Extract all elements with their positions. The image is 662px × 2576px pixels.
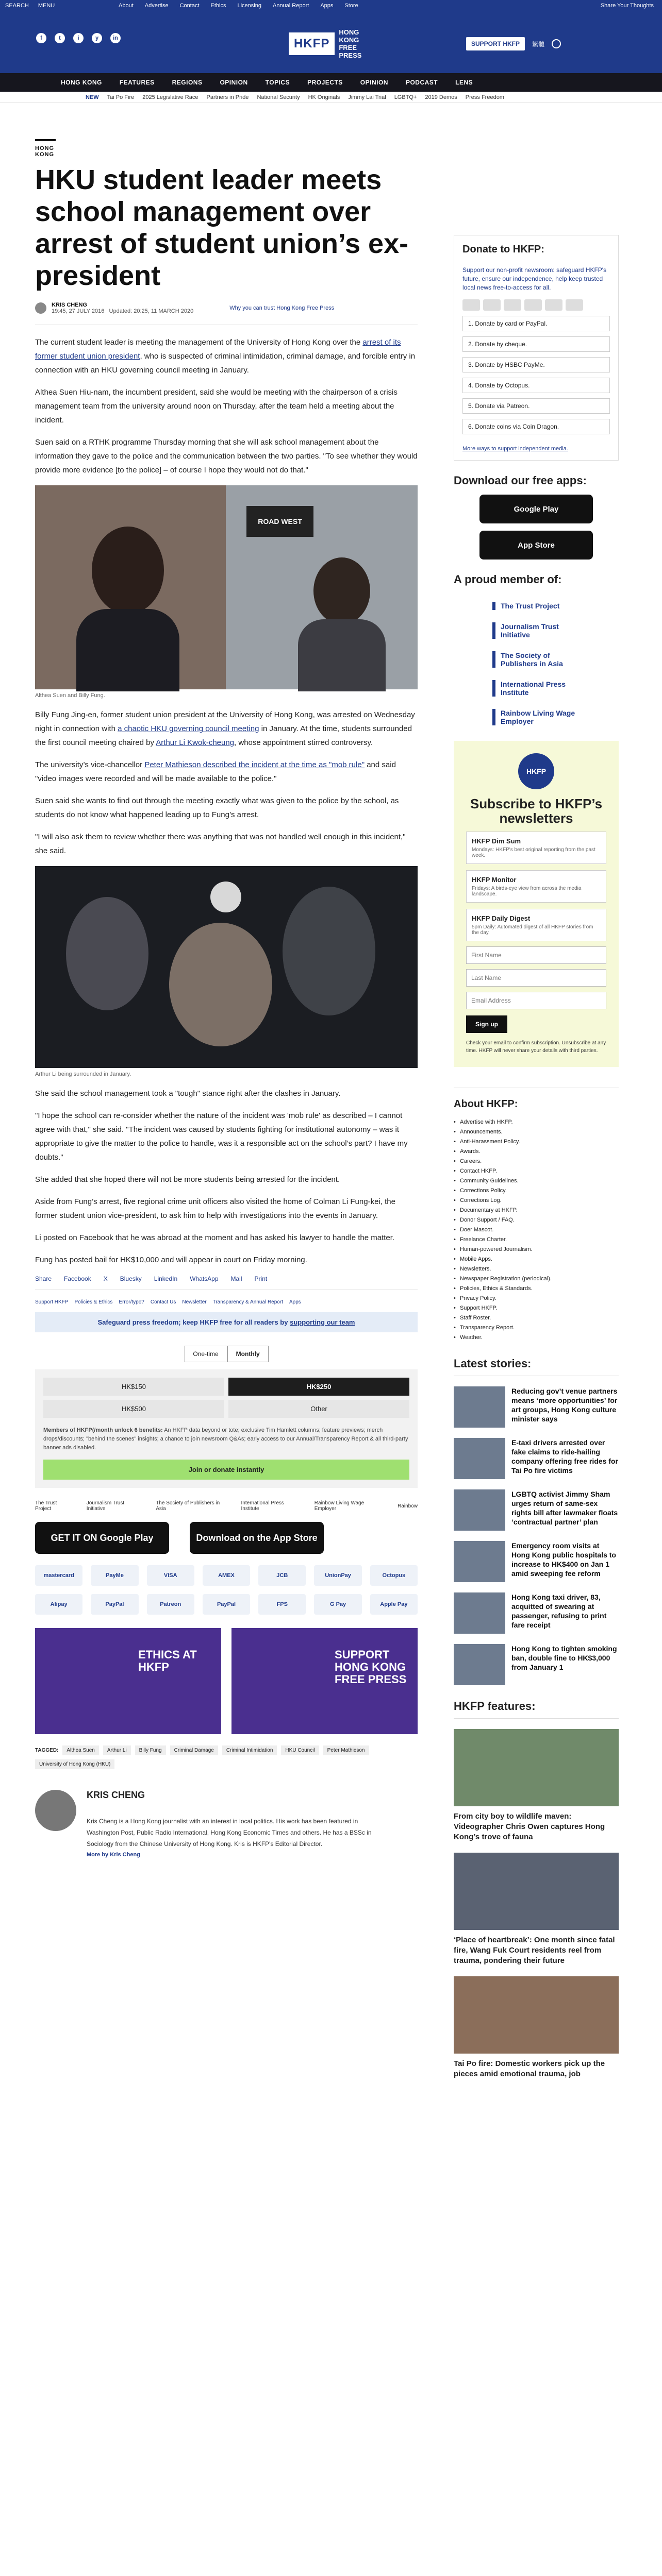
support-button[interactable]: SUPPORT HKFP [466, 37, 525, 50]
story-thumb [454, 1644, 505, 1685]
app-store-button[interactable]: App Store [479, 531, 593, 560]
util-link[interactable]: Store [344, 3, 358, 9]
share-bluesky[interactable]: Bluesky [120, 1275, 142, 1282]
share-whatsapp[interactable]: WhatsApp [190, 1275, 219, 1282]
feature-image [454, 1853, 619, 1930]
newsletter-fine-print: Check your email to confirm subscription. Unsubscribe at any time. HKFP will never share your details with third parties. [466, 1040, 606, 1054]
trending-link[interactable]: National Security [257, 94, 300, 100]
paragraph: Althea Suen Hiu-nam, the incumbent president, said she would be meeting with the chairperson of a crisis management team from the university around noon on Thursday, after the team held a meeting about the incident. [35, 388, 398, 425]
footer-link[interactable]: Apps [289, 1299, 301, 1305]
footer-link[interactable]: Error/typo? [119, 1299, 144, 1305]
paragraph: The current student leader is meeting the management of the University of Hong Kong over the arrest of its former student union president, who is suspected of criminal intimidation, criminal damage, and forcible entry in connection with an HKU governing council meeting in January. [35, 338, 416, 375]
paragraph: Billy Fung Jing-en, former student union president at the University of Hong Kong, was arrested on Wednesday night in connection with a chaotic HKU governing council meeting in January. At the time, students surrounded the first council meeting chaired by Arthur Li Kwok-cheung, whose appointment stirred controversy. [35, 710, 415, 747]
paragraph: "I will also ask them to review whether there was anything that was not handled well enough in this incident," she said. [35, 833, 406, 855]
promo-banners [35, 1628, 418, 1734]
road-sign: ROAD WEST [246, 506, 313, 537]
trending-link[interactable]: Tai Po Fire [107, 94, 135, 100]
paragraph: Aside from Fung’s arrest, five regional crime unit officers also visited the home of Colman Li Fung-kei, the former student union vice-president, to ask him to help with investigations into the events in January. [35, 1197, 395, 1220]
google-play-button[interactable]: GET IT ON Google Play [35, 1522, 169, 1554]
newsletter-box [454, 741, 619, 1067]
inline-link[interactable]: arrest of its former student union president [35, 338, 401, 361]
nav-item[interactable]: REGIONS [172, 79, 203, 86]
share-thoughts-link[interactable]: Share Your Thoughts [600, 3, 654, 9]
trending-bar [0, 92, 662, 103]
ethics-banner[interactable]: ETHICS AT HKFP [35, 1628, 221, 1734]
tag[interactable]: Arthur Li [103, 1745, 131, 1755]
feature-item[interactable]: From city boy to wildlife maven: Videographer Chris Owen captures Hong Kong’s trove of fauna [454, 1729, 619, 1842]
app-store-button[interactable]: Download on the App Store [190, 1522, 324, 1554]
about-link[interactable]: • Weather. [454, 1333, 619, 1343]
payment-logo: mastercard [35, 1565, 82, 1586]
newsletter-option[interactable]: HKFP Dim Sum Mondays: HKFP's best original reporting from the past week. [466, 832, 606, 864]
payment-logo: Patreon [147, 1594, 194, 1615]
donate-sub[interactable]: Support our non-profit newsroom: safeguard HKFP's future, ensure our independence, help keep trusted local news free-to-access for all. [462, 266, 607, 291]
paragraph: The university’s vice-chancellor Peter Mathieson described the incident at the time as "mob rule" and said "video images were recorded and will be made available to the police." [35, 760, 396, 783]
author-name[interactable]: KRIS CHENG [87, 1790, 145, 1800]
about-link[interactable]: • Donor Support / FAQ. [454, 1215, 619, 1225]
freq-monthly[interactable]: Monthly [227, 1346, 269, 1362]
about-link[interactable]: • Privacy Policy. [454, 1294, 619, 1303]
search-icon[interactable] [552, 39, 561, 48]
updated-date: Updated: 20:25, 11 MARCH 2020 [109, 308, 194, 314]
donation-widget [35, 1369, 418, 1488]
publish-date: 19:45, 27 JULY 2016 [52, 308, 105, 314]
features-title: HKFP features: [454, 1700, 619, 1719]
trending-link[interactable]: 2019 Demos [425, 94, 457, 100]
tag[interactable]: University of Hong Kong (HKU) [35, 1759, 114, 1769]
badge[interactable]: Journalism Trust Initiative [86, 1500, 125, 1512]
hkfp-features [454, 1700, 619, 2079]
signup-button[interactable]: Sign up [466, 1015, 507, 1033]
menu-link[interactable]: MENU [38, 3, 55, 9]
paragraph: Li posted on Facebook that he was abroad at the moment and has asked his lawyer to handle the matter. [35, 1233, 395, 1242]
logo-line: FREE PRESS [339, 44, 362, 59]
google-play-button[interactable]: Google Play [479, 495, 593, 523]
payment-logo: PayMe [91, 1565, 138, 1586]
about-link[interactable]: • Contact HKFP. [454, 1166, 619, 1176]
payment-logo: PayPal [91, 1594, 138, 1615]
story-item[interactable]: E-taxi drivers arrested over fake claims to ride-hailing company offering free rides for Tai Po fire victims [454, 1438, 619, 1479]
payment-logo: PayPal [203, 1594, 250, 1615]
author-name[interactable]: KRIS CHENG [52, 302, 88, 308]
nav-item[interactable]: PROJECTS [307, 79, 343, 86]
share-facebook[interactable]: Facebook [64, 1275, 91, 1282]
donate-option[interactable]: 3. Donate by HSBC PayMe. [462, 357, 610, 372]
about-link[interactable]: • Newsletters. [454, 1264, 619, 1274]
language-toggle[interactable]: 繁體 [532, 40, 545, 48]
donate-box [454, 235, 619, 461]
youtube-icon[interactable]: y [92, 33, 102, 43]
payment-logo: AMEX [203, 1565, 250, 1586]
about-box [454, 1088, 619, 1343]
apps-title: Download our free apps: [454, 474, 587, 487]
story-item[interactable]: LGBTQ activist Jimmy Sham urges return of same-sex rights bill after lawmaker floats ‘contractual partner’ plan [454, 1489, 619, 1531]
util-link[interactable]: Licensing [237, 3, 261, 9]
badge[interactable]: The Trust Project [35, 1500, 57, 1512]
donate-option[interactable]: 5. Donate via Patreon. [462, 398, 610, 414]
donate-title: Donate to HKFP: [462, 244, 544, 255]
member-logo[interactable]: Journalism Trust Initiative [492, 622, 580, 639]
photo-arthur-li-surrounded [35, 866, 418, 1068]
about-link[interactable]: • Anti-Harassment Policy. [454, 1137, 619, 1147]
tags-label: TAGGED: [35, 1748, 59, 1753]
payment-logo: G Pay [314, 1594, 361, 1615]
badge[interactable]: International Press Institute [241, 1500, 284, 1512]
story-thumb [454, 1592, 505, 1634]
newsletter-title: Subscribe to HKFP’s newsletters [470, 796, 603, 826]
feature-image [454, 1729, 619, 1806]
share-mail[interactable]: Mail [230, 1275, 242, 1282]
share-print[interactable]: Print [254, 1275, 268, 1282]
trending-link[interactable]: 2025 Legislative Race [142, 94, 198, 100]
photo-suen-fung [35, 485, 418, 689]
payment-logo: VISA [147, 1565, 194, 1586]
membership-note: Members of HKFP(/month unlock 6 benefits: An HKFP data beyond or tote; exclusive Tim Hamlett columns; feature previews; merch drops/discounts; "behind the scenes" insights; a chance to join newsroom Q&As; early access to our Annual/Transparency Report & all third-party banner ads disabled. [43, 1427, 408, 1451]
logo-box: HKFP [289, 32, 335, 55]
byline [35, 302, 418, 314]
author-avatar [35, 1790, 76, 1831]
donate-option[interactable]: 6. Donate coins via Coin Dragon. [462, 419, 610, 434]
nav-item[interactable]: LENS [455, 79, 473, 86]
member-logo[interactable]: Rainbow Living Wage Employer [492, 709, 580, 725]
tag[interactable]: Billy Fung [135, 1745, 166, 1755]
newsletter-option[interactable]: HKFP Monitor Fridays: A birds-eye view from across the media landscape. [466, 870, 606, 903]
paragraph: Suen said on a RTHK programme Thursday morning that she will ask school management about the information they gave to the police and the communication between the two parties. "To see whether they would provide more evidence [to the police] – of course I hope they would not do that." [35, 438, 418, 474]
member-title: A proud member of: [454, 573, 562, 586]
story-thumb [454, 1386, 505, 1428]
nav-item[interactable]: FEATURES [119, 79, 155, 86]
card-logos [462, 299, 610, 311]
about-link[interactable]: • Doer Mascot. [454, 1225, 619, 1235]
feature-item[interactable]: Tai Po fire: Domestic workers pick up the pieces amid emotional trauma, job [454, 1976, 619, 2079]
payment-logo: Alipay [35, 1594, 82, 1615]
amount-option[interactable]: HK$150 [43, 1378, 224, 1396]
about-link[interactable]: • Corrections Policy. [454, 1186, 619, 1196]
trending-link[interactable]: Press Freedom [465, 94, 504, 100]
footer-link[interactable]: Transparency & Annual Report [212, 1299, 283, 1305]
about-link[interactable]: • Policies, Ethics & Standards. [454, 1284, 619, 1294]
member-logo[interactable]: International Press Institute [492, 680, 580, 697]
amount-option[interactable]: HK$500 [43, 1400, 224, 1418]
tag-list [35, 1745, 418, 1769]
author-bio: Kris Cheng is a Hong Kong journalist with an interest in local politics. His work has been featured in Washington Post, Public Radio International, Hong Kong Economic Times and others. He has a BSSc in Sociology from the Chinese University of Hong Kong. Kris is HKFP's Editorial Director. [87, 1818, 372, 1848]
donate-option[interactable]: 1. Donate by card or PayPal. [462, 316, 610, 331]
nav-item[interactable]: TOPICS [265, 79, 290, 86]
story-item[interactable]: Hong Kong taxi driver, 83, acquitted of swearing at passenger, refusing to print fare receipt [454, 1592, 619, 1634]
donate-option[interactable]: 2. Donate by cheque. [462, 336, 610, 352]
inline-link[interactable]: Peter Mathieson described the incident at the time as "mob rule" [144, 760, 365, 769]
first-name-input[interactable] [466, 946, 606, 964]
payment-logo: UnionPay [314, 1565, 361, 1586]
about-link[interactable]: • Human-powered Journalism. [454, 1245, 619, 1255]
newsletter-logo: HKFP [518, 753, 554, 789]
story-thumb [454, 1489, 505, 1531]
story-thumb [454, 1541, 505, 1582]
paragraph: Suen said she wants to find out through the meeting exactly what was given to the police by the school, as students do not know what happened leading up to Fung’s arrest. [35, 796, 399, 819]
about-link[interactable]: • Awards. [454, 1147, 619, 1157]
util-link[interactable]: Contact [179, 3, 200, 9]
paragraph: She added that she hoped there will not be more students being arrested for the incident. [35, 1175, 340, 1184]
util-link[interactable]: Advertise [144, 3, 169, 9]
payment-logo: Octopus [370, 1565, 418, 1586]
app-store-buttons [35, 1522, 418, 1554]
logo-line: HONG KONG [339, 28, 359, 44]
trending-link[interactable]: Partners in Pride [206, 94, 249, 100]
linkedin-icon[interactable]: in [110, 33, 121, 43]
donate-strip: Safeguard press freedom; keep HKFP free for all readers by supporting our team [35, 1312, 418, 1332]
badge[interactable]: The Society of Publishers in Asia [156, 1500, 220, 1512]
about-link[interactable]: • Mobile Apps. [454, 1255, 619, 1264]
payment-methods [35, 1565, 418, 1615]
photo-caption: Arthur Li being surrounded in January. [35, 1071, 131, 1077]
about-link[interactable]: • Community Guidelines. [454, 1176, 619, 1186]
badge[interactable]: Rainbow [398, 1503, 418, 1509]
email-input[interactable] [466, 992, 606, 1009]
paragraph: She said the school management took a "tough" stance right after the clashes in January. [35, 1089, 341, 1098]
more-by-author-link[interactable]: More by Kris Cheng [87, 1852, 140, 1858]
freq-one-time[interactable]: One-time [184, 1346, 227, 1362]
article-footer-links [35, 1299, 418, 1305]
about-link[interactable]: • Freelance Charter. [454, 1235, 619, 1245]
article [35, 139, 418, 1857]
search-link[interactable]: SEARCH [5, 3, 29, 9]
about-link[interactable]: • Corrections Log. [454, 1196, 619, 1206]
amount-option[interactable]: Other [228, 1400, 409, 1418]
footer-link[interactable]: Newsletter [182, 1299, 207, 1305]
story-item[interactable]: Emergency room visits at Hong Kong public hospitals to increase to HK$400 on Jan 1 amid sweeping fee reform [454, 1541, 619, 1582]
tag[interactable]: Peter Mathieson [323, 1745, 369, 1755]
member-badges [35, 1500, 418, 1512]
inline-link[interactable]: a chaotic HKU governing council meeting [118, 724, 259, 733]
headline: HKU student leader meets school management over arrest of student union’s ex-president [35, 164, 409, 291]
payment-logo: JCB [258, 1565, 306, 1586]
author-box [35, 1790, 418, 1857]
tag[interactable]: Criminal Intimidation [222, 1745, 277, 1755]
about-link[interactable]: • Advertise with HKFP. [454, 1117, 619, 1127]
about-link[interactable]: • Newspaper Registration (periodical). [454, 1274, 619, 1284]
trending-link[interactable]: LGBTQ+ [394, 94, 417, 100]
about-link[interactable]: • Transparency Report. [454, 1323, 619, 1333]
share-x[interactable]: X [103, 1275, 108, 1282]
footer-link[interactable]: Contact Us [150, 1299, 176, 1305]
instagram-icon[interactable]: i [73, 33, 84, 43]
nav-item[interactable]: OPINION [360, 79, 388, 86]
trending-link[interactable]: HK Originals [308, 94, 340, 100]
feature-image [454, 1976, 619, 2054]
masthead [0, 12, 662, 73]
author-avatar [35, 302, 46, 314]
trust-link[interactable]: Why you can trust Hong Kong Free Press [229, 305, 335, 311]
donate-option[interactable]: 4. Donate by Octopus. [462, 378, 610, 393]
story-item[interactable]: Reducing gov’t venue partners means ‘more opportunities’ for art groups, Hong Kong culture minister says [454, 1386, 619, 1428]
footer-link[interactable]: Support HKFP [35, 1299, 69, 1305]
util-link[interactable]: About [119, 3, 134, 9]
latest-title: Latest stories: [454, 1357, 619, 1376]
share-linkedin[interactable]: LinkedIn [154, 1275, 178, 1282]
support-team-link[interactable]: supporting our team [290, 1318, 355, 1326]
util-link[interactable]: Annual Report [272, 3, 309, 9]
share-bar [35, 1275, 418, 1282]
payment-logo: FPS [258, 1594, 306, 1615]
sidebar [454, 235, 619, 2079]
payment-logo: Apple Pay [370, 1594, 418, 1615]
more-ways-link[interactable]: More ways to support independent media. [462, 446, 568, 452]
about-title: About HKFP: [454, 1098, 518, 1110]
nav-item[interactable]: PODCAST [405, 79, 438, 86]
about-link[interactable]: • Documentary at HKFP. [454, 1206, 619, 1215]
member-logo[interactable]: The Trust Project [492, 602, 580, 610]
member-logo[interactable]: The Society of Publishers in Asia [492, 651, 580, 668]
support-banner[interactable]: SUPPORT HONG KONG FREE PRESS [231, 1628, 418, 1734]
feature-item[interactable]: ‘Place of heartbreak’: One month since fatal fire, Wang Fuk Court residents reel from trauma, pondering their future [454, 1853, 619, 1966]
badge[interactable]: Rainbow Living Wage Employer [314, 1500, 365, 1512]
inline-link[interactable]: Arthur Li Kwok-cheung [156, 738, 235, 747]
join-button[interactable]: Join or donate instantly [43, 1460, 409, 1480]
new-label: NEW [86, 94, 99, 100]
tag[interactable]: Althea Suen [62, 1745, 99, 1755]
nav-item[interactable]: HONG KONG [61, 79, 102, 86]
topic-label[interactable]: HONG KONG [35, 139, 56, 158]
share-label: Share [35, 1275, 52, 1282]
about-link[interactable]: • Staff Roster. [454, 1313, 619, 1323]
photo-caption: Althea Suen and Billy Fung. [35, 692, 105, 699]
trending-link[interactable]: Jimmy Lai Trial [348, 94, 386, 100]
paragraph: Fung has posted bail for HK$10,000 and will appear in court on Friday morning. [35, 1256, 307, 1264]
about-link[interactable]: • Announcements. [454, 1127, 619, 1137]
latest-stories [454, 1357, 619, 1685]
amount-option-selected[interactable]: HK$250 [228, 1378, 409, 1396]
footer-link[interactable]: Policies & Ethics [74, 1299, 113, 1305]
frequency-toggle [35, 1346, 418, 1362]
story-item[interactable]: Hong Kong to tighten smoking ban, double fine to HK$3,000 from January 1 [454, 1644, 619, 1685]
main-nav [0, 73, 662, 92]
about-link[interactable]: • Support HKFP. [454, 1303, 619, 1313]
tag[interactable]: Criminal Damage [170, 1745, 218, 1755]
member-logos [454, 602, 619, 725]
utility-bar [0, 0, 662, 12]
about-link[interactable]: • Careers. [454, 1157, 619, 1166]
util-link[interactable]: Apps [320, 3, 334, 9]
facebook-icon[interactable]: f [36, 33, 46, 43]
util-link[interactable]: Ethics [210, 3, 226, 9]
paragraph: "I hope the school can re-consider whether the nature of the incident was 'mob rule' as described – I cannot agree with that," she said. "The incident was caused by students fighting for institutional autonomy – was it appropriate to give the matter to the police to handle, was it a responsible act on the school’s part? I have my doubts." [35, 1111, 408, 1162]
tag[interactable]: HKU Council [281, 1745, 319, 1755]
newsletter-option[interactable]: HKFP Daily Digest 5pm Daily: Automated digest of all HKFP stories from the day. [466, 909, 606, 941]
site-logo[interactable] [289, 28, 379, 59]
story-thumb [454, 1438, 505, 1479]
nav-item[interactable]: OPINION [220, 79, 248, 86]
last-name-input[interactable] [466, 969, 606, 987]
x-icon[interactable]: t [55, 33, 65, 43]
